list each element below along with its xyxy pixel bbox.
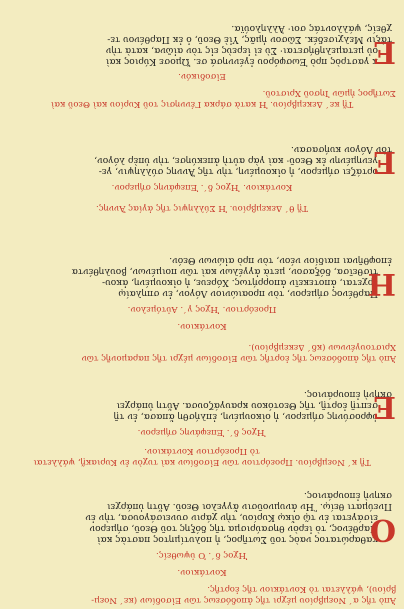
drop-cap-initial: Ε — [373, 34, 396, 69]
tone-heading: Ἦχος δ΄. Ἐπεφάνης σήμερον. — [137, 427, 267, 437]
drop-cap-initial: Ε — [373, 144, 396, 179]
hymn-line: σκηνὴ ἐπουράνιος. — [303, 389, 392, 400]
kontakion-heading: Κοντάκιον. — [177, 567, 227, 577]
entrance-heading: Εἰσοδικόν. — [178, 71, 226, 81]
kontakion-heading: Κοντάκιον. — [177, 321, 227, 331]
hymn-line: Παρθένος, τὸ ἱερὸν θησαύρισμα τῆς δόξης τοῦ Θεοῦ, σήμερον — [89, 523, 378, 534]
drop-cap-initial: Η — [367, 266, 396, 301]
hymn-line: ἐποφθῆναι παιδίον νέον, τὸν πρὸ αἰώνων Θεόν. — [169, 255, 392, 266]
rubric-line: Χριστουγέννων (κδ΄ Δεκεμβρίου). — [248, 342, 396, 352]
hymn-line: γενημένην ἐκ Θεοῦ· καὶ γὰρ αὐτὴ ἀπεκύησε, τὴν ὑπὲρ λόγον, — [94, 155, 378, 166]
hymn-line: εἰσάγεται ἐν τῷ οἴκῳ Κυρίου, τὴν χάριν συνεισάγουσα, τὴν ἐν — [85, 512, 378, 523]
hymn-line: κ γαστρὸς πρὸ Ἑωσφόρου ἐγέννησά σε. Ὤμοσε Κύριος καὶ — [105, 56, 378, 67]
hymn-line: ορτάζει σήμερον, ἡ οἰκουμένη, τὴν τῆς Ἄννης σύλληψιν, γε- — [98, 166, 378, 177]
section-forefeast-kontakion — [8, 389, 396, 467]
hymn-line: χθείς, ψάλλοντάς σοι· Ἀλληλούϊα. — [231, 23, 392, 34]
section-nativity-entrance — [8, 23, 396, 109]
rubric-line: Ἀπὸ τῆς α΄ Νοεμβρίου μέχρι τῆς ἀποδόσεως τῶν Εἰσοδίων (κε΄ Νοεμ- — [91, 595, 396, 605]
hymn-line: Παρθένος σήμερον, τὸν προαιώνιον Λόγον, ἐν σπηλαίῳ — [118, 288, 378, 299]
rubric-line: Σωτῆρος ἡμῶν Ἰησοῦ Χριστοῦ. — [262, 88, 396, 98]
rubric-line: βρίου), ψάλλεται τὸ Κοντάκιον τῆς ἑορτῆς. — [207, 584, 396, 594]
hymn-paragraph — [8, 266, 396, 299]
section-nativity-forefeast — [8, 255, 396, 363]
drop-cap-initial: Ο — [369, 512, 396, 547]
hymn-line: τισθεῖσα, δόξασον, μετὰ ἀγγέλων καὶ τῶν ποιμένων, βουληθέντα — [71, 266, 378, 277]
hymn-line: τάξιν Μελχισεδέκ. Σῶσον ἡμᾶς, Υἱὲ Θεοῦ, ὁ ἐκ Παρθένου τε- — [107, 34, 392, 45]
hymn-line: σεπτῇ ἑορτῇ, τῆς Θεοτόκου κραυγάζουσα. Αὕτη ὑπάρχει — [116, 400, 378, 411]
rubric-line: Ἀπὸ τῆς ἀποδόσεως τῆς ἑορτῆς τῶν Εἰσοδίων μέχρι τῆς παραμονῆς τῶν — [81, 353, 396, 363]
hymn-line: καθαρώτατος ναὸς τοῦ Σωτῆρος, ἡ πολυτίμητος παστὰς καὶ — [96, 534, 378, 545]
rubric-line: τὸ Προεόρτιον Κοντάκιον. — [144, 446, 260, 456]
rubric-line: Τῇ θ΄ Δεκεμβρίου. Ἡ Σύλληψις τῆς ἁγίας Ἄννης. — [96, 203, 308, 213]
tone-heading: Ἦχος δ΄. Ὁ ὑψωθείς. — [156, 550, 248, 560]
rubric-line: Τῇ κ΄ Νοεμβρίου. Προεόρτιον τῶν Εἰσοδίων καὶ τυχὸν ἐν Κυριακῇ, ψάλλεται — [33, 457, 371, 467]
section-presentation-kontakion — [8, 490, 396, 605]
hymn-line: οὐ μεταμεληθήσεται· Σὺ εἶ ἱερεὺς εἰς τὸν αἰῶνα, κατὰ τὴν — [105, 45, 378, 56]
hymn-line: ἔρχεται, ἀποτεκεῖν ἀπορρήτως. Χόρευε, ἡ οἰκουμένη, ἀκου- — [102, 277, 378, 288]
tone-heading: Προεόρτιον. Ἦχος γ΄. Αὐτόμελον. — [127, 304, 277, 314]
rubric-line: Τῇ κε΄ Δεκεμβρίου. Ἡ κατὰ σάρκα Γέννησις τοῦ Κυρίου καὶ Θεοῦ καὶ — [50, 99, 354, 109]
hymn-line: τὸν Λόγον κυήσασαν. — [290, 144, 392, 155]
drop-cap-initial: Ε — [373, 389, 396, 424]
hymn-paragraph — [8, 512, 396, 545]
hymn-line: σκηνὴ ἐπουράνιος. — [303, 490, 392, 501]
hymn-line: Πνεύματι θείῳ. Ἣν ἀνυμνοῦσιν ἄγγελοι Θεοῦ. Αὕτη ὑπάρχει — [106, 501, 392, 512]
hymn-line: ὐφροσύνης σήμερον, ἡ οἰκουμένη, ἐπλήσθη ἅπασα, ἐν τῇ — [113, 411, 378, 422]
kontakion-heading: Κοντάκιον. Ἦχος δ΄. Ἐπεφάνης σήμερον. — [111, 182, 293, 192]
section-conception-of-anna — [8, 144, 396, 213]
